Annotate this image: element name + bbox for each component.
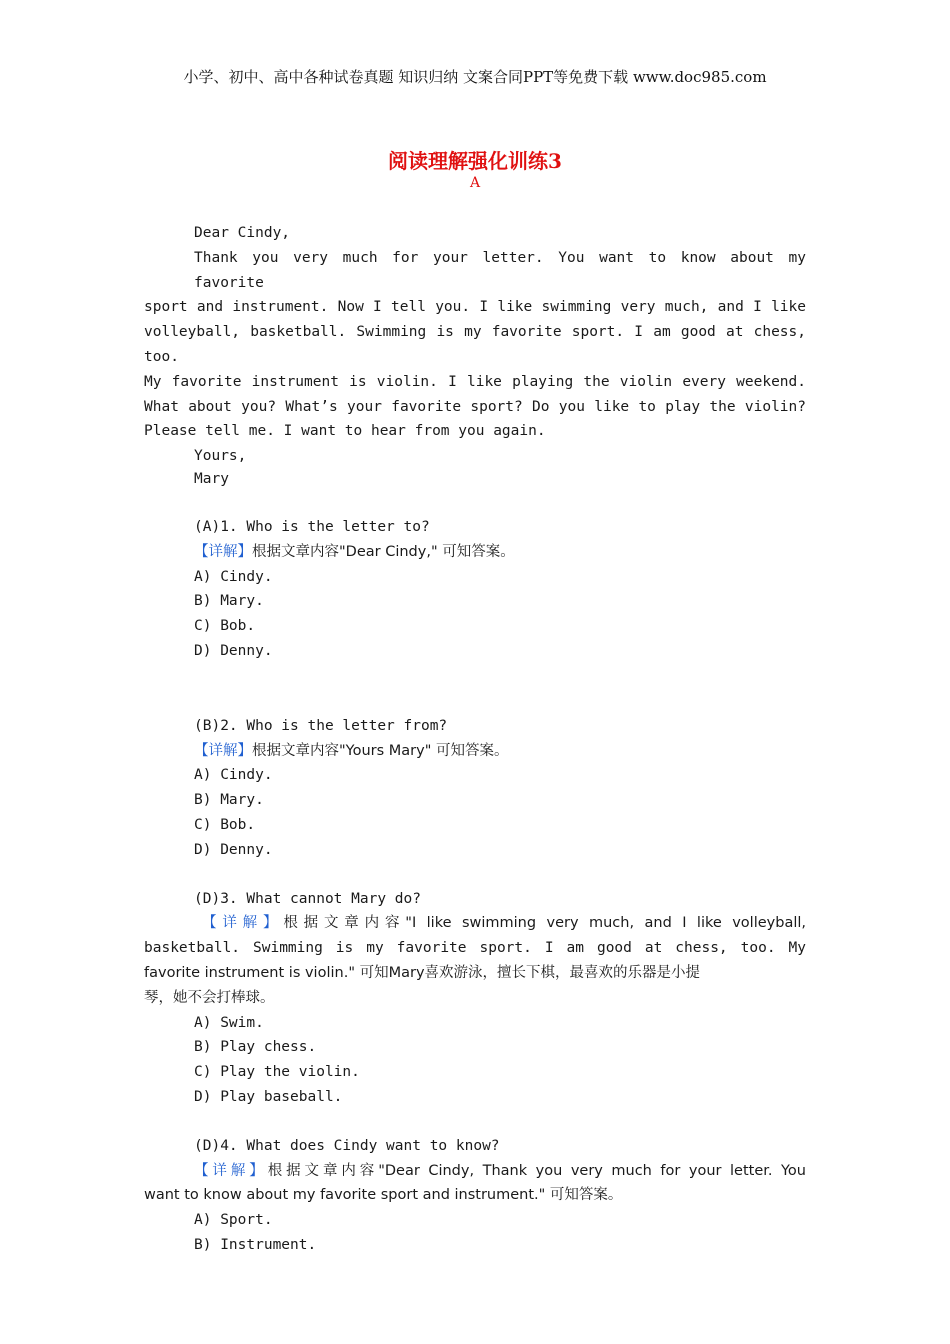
explain-text: 根据文章内容"I like swimming very much, and I like volleyball, xyxy=(283,915,806,932)
question-stem: (B)2. Who is the letter from? xyxy=(194,717,448,734)
letter-greeting: Dear Cindy, xyxy=(194,225,291,241)
explain-tag: 【详解】 xyxy=(194,742,252,759)
explanation xyxy=(144,1159,806,1184)
answer-option: B) Mary. xyxy=(194,593,264,610)
answer-option: B) Mary. xyxy=(194,792,264,809)
answer-option: B) Play chess. xyxy=(194,1039,317,1056)
letter-line: What about you? What’s your favorite sport? Do you like to play the violin? xyxy=(144,398,806,415)
explain-tag: 【详解】 xyxy=(194,1162,268,1179)
question-stem: (D)4. What does Cindy want to know? xyxy=(194,1137,500,1154)
page-header: 小学、初中、高中各种试卷真题 知识归纳 文案合同PPT等免费下载 www.doc985.com xyxy=(183,68,767,86)
answer-option: D) Denny. xyxy=(194,642,273,659)
answer-option: C) Bob. xyxy=(194,618,256,635)
section-label: A xyxy=(469,175,481,191)
question-stem: (A)1. Who is the letter to? xyxy=(194,518,430,535)
explain-text: basketball. Swimming is my favorite sport. I am good at chess, too. My xyxy=(144,940,806,957)
answer-option: A) Cindy. xyxy=(194,568,273,585)
letter-signature: Mary xyxy=(194,470,229,487)
explanation xyxy=(144,540,806,565)
letter-line: Thank you very much for your letter. You want to know about my favorite xyxy=(194,249,806,291)
letter-line: My favorite instrument is violin. I like playing the violin every weekend. xyxy=(144,373,806,390)
explain-text: want to know about my favorite sport and instrument." 可知答案。 xyxy=(144,1187,623,1204)
answer-option: D) Play baseball. xyxy=(194,1088,343,1105)
answer-option: A) Sport. xyxy=(194,1212,273,1229)
question-2 xyxy=(144,714,806,863)
answer-option: C) Bob. xyxy=(194,816,256,833)
answer-option: B) Instrument. xyxy=(194,1236,317,1253)
explanation xyxy=(144,911,806,936)
answer-option: A) Cindy. xyxy=(194,767,273,784)
answer-option: C) Play the violin. xyxy=(194,1064,360,1081)
explain-text: 根据文章内容"Dear Cindy, Thank you very much for your letter. You xyxy=(267,1162,806,1179)
letter-closing: Yours, xyxy=(194,448,247,465)
letter-line: Please tell me. I want to hear from you again. xyxy=(144,423,546,440)
explain-tag: 【详解】 xyxy=(202,915,284,932)
letter-line: volleyball, basketball. Swimming is my favorite sport. I am good at chess, too. xyxy=(144,324,806,365)
explain-text: favorite instrument is violin." 可知Mary喜欢游泳，擅长下棋，最喜欢的乐器是小提 xyxy=(144,964,701,981)
letter-line: sport and instrument. Now I tell you. I like swimming very much, and I like xyxy=(144,299,806,316)
document-body xyxy=(144,221,806,1258)
explanation xyxy=(144,739,806,764)
answer-option: D) Denny. xyxy=(194,841,273,858)
answer-option: A) Swim. xyxy=(194,1014,264,1031)
explain-text: 根据文章内容"Dear Cindy," 可知答案。 xyxy=(252,543,515,560)
question-stem: (D)3. What cannot Mary do? xyxy=(194,890,421,907)
question-3 xyxy=(144,887,806,1110)
explain-text: 根据文章内容"Yours Mary" 可知答案。 xyxy=(252,742,509,759)
explain-tag: 【详解】 xyxy=(194,543,252,560)
explain-text: 琴，她不会打棒球。 xyxy=(144,989,275,1006)
document-title: 阅读理解强化训练3 xyxy=(388,149,562,173)
question-4 xyxy=(144,1134,806,1258)
question-1 xyxy=(144,515,806,664)
